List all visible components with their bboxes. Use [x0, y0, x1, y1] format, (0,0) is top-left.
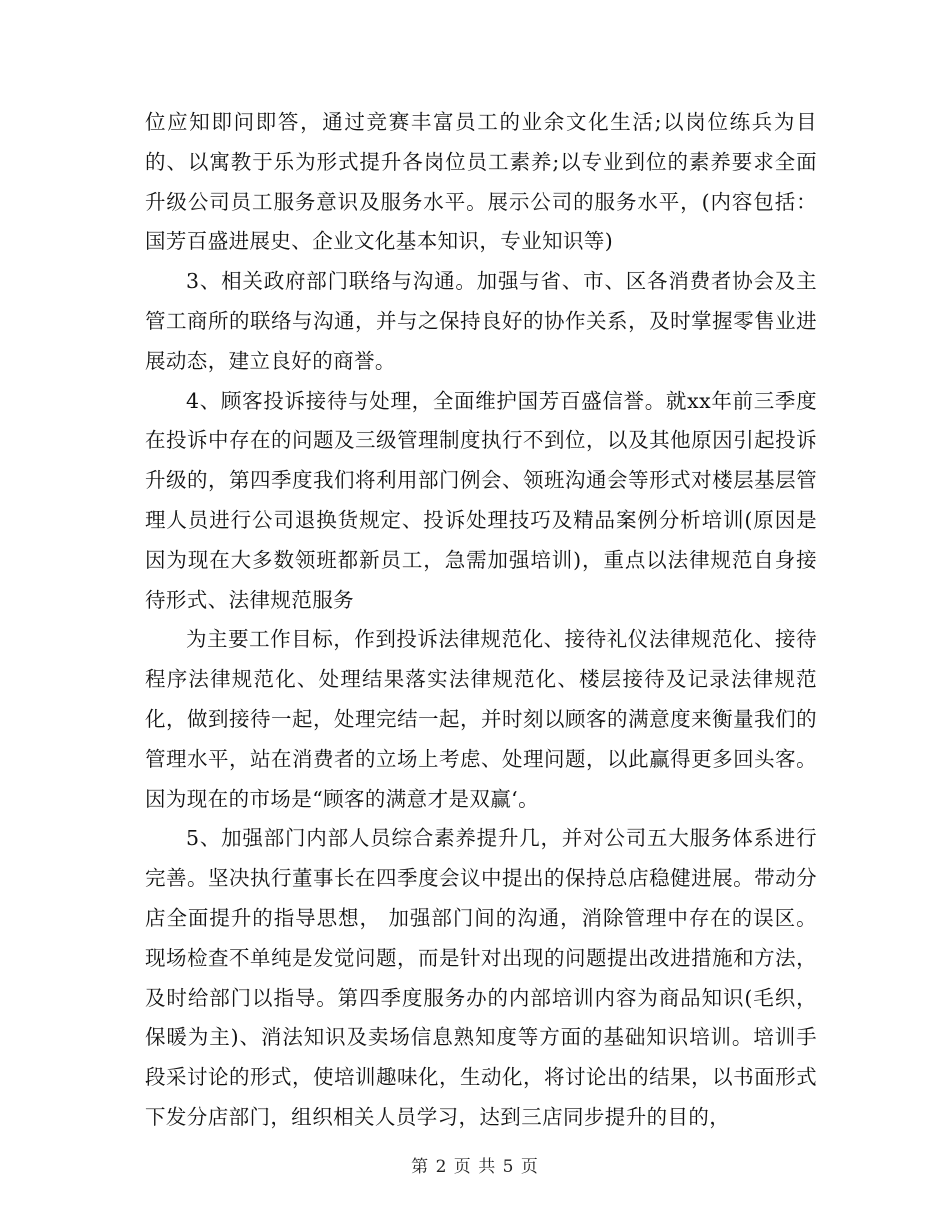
paragraph-4: 为主要工作目标，作到投诉法律规范化、接待礼仪法律规范化、接待程序法律规范化、处理结果落实法律规范化、楼层接待及记录法律规范化，做到接待一起，处理完结一起，并时刻以顾客的满意度来衡量我们的管理水平，站在消费者的立场上考虑、处理问题，以此赢得更多回头客。因为现在的市场是“顾客的满意才是双赢‘。: [145, 627, 817, 811]
page-footer: [0, 1152, 950, 1177]
page-number: 第 2 页 共 5 页: [411, 1157, 539, 1177]
paragraph-5: 5、加强部门内部人员综合素养提升几，并对公司五大服务体系进行完善。坚决执行董事长在四季度会议中提出的保持总店稳健进展。带动分店全面提升的指导思想， 加强部门间的沟通，消除管理中存在的误区。现场检查不单纯是发觉问题，而是针对出现的问题提出改进措施和方法，及时给部门以指导。第四季度服务办的内部培训内容为商品知识(毛织，保暖为主)、消法知识及卖场信息熟知度等方面的基础知识培训。培训手段采讨论的形式，使培训趣味化，生动化，将讨论出的结果，以书面形式下发分店部门，组织相关人员学习，达到三店同步提升的目的，: [145, 826, 817, 1129]
paragraph-2: 3、相关政府部门联络与沟通。加强与省、市、区各消费者协会及主管工商所的联络与沟通，并与之保持良好的协作关系，及时掌握零售业进展动态，建立良好的商誉。: [145, 269, 817, 373]
paragraph-3: 4、顾客投诉接待与处理，全面维护国芳百盛信誉。就xx年前三季度在投诉中存在的问题及三级管理制度执行不到位，以及其他原因引起投诉升级的，第四季度我们将利用部门例会、领班沟通会等形式对楼层基层管理人员进行公司退换货规定、投诉处理技巧及精品案例分析培训(原因是因为现在大多数领班都新员工，急需加强培训)，重点以法律规范自身接待形式、法律规范服务: [145, 388, 817, 612]
paragraph-1: 位应知即问即答，通过竞赛丰富员工的业余文化生活;以岗位练兵为目的、以寓教于乐为形式提升各岗位员工素养;以专业到位的素养要求全面升级公司员工服务意识及服务水平。展示公司的服务水平，(内容包括：国芳百盛进展史、企业文化基本知识，专业知识等): [145, 110, 817, 254]
document-body: [145, 103, 817, 1138]
